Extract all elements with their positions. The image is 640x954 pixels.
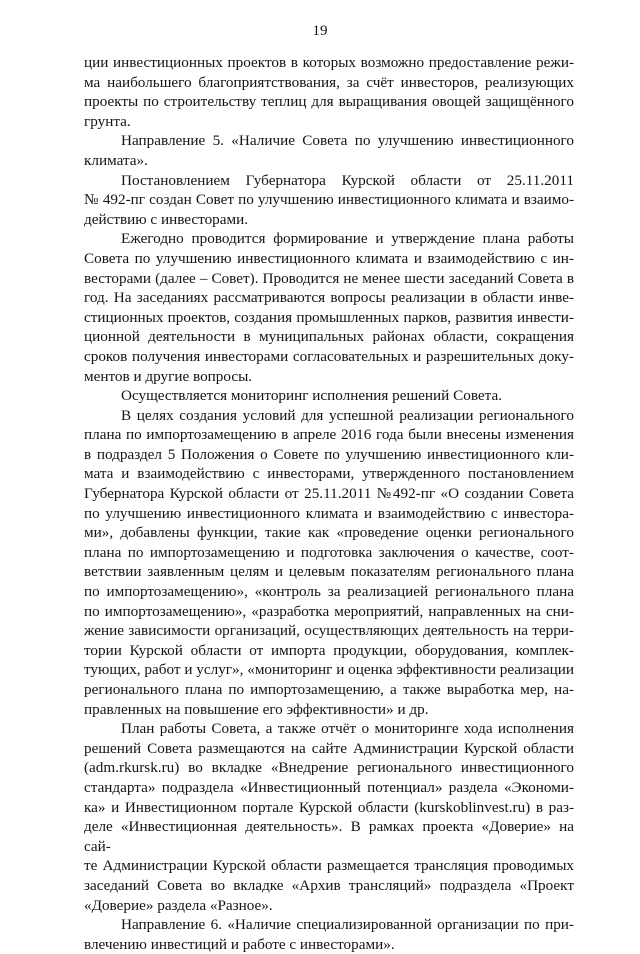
text-line: проекты по строительству теплиц для выращивания овощей защищённого [84, 93, 574, 111]
text-line: климата». [84, 151, 148, 169]
document-body [84, 53, 574, 954]
text-line: правленных на повышение его эффективности» и др. [84, 700, 429, 718]
text-line: тующих, работ и услуг», «мониторинг и оценка эффективности реализации [84, 661, 574, 679]
text-line: плана по импортозамещению в апреле 2016 года были внесены изменения [84, 426, 574, 444]
text-line: ка» и Инвестиционном портале Курской области (kurskoblinvest.ru) в раз- [84, 798, 574, 816]
text-line: Совета по улучшению инвестиционного климата и взаимодействию с ин- [84, 249, 574, 267]
text-line: Осуществляется мониторинг исполнения решений Совета. [121, 387, 503, 405]
text-line: ма наибольшего благоприятствования, за счёт инвесторов, реализующих [84, 73, 574, 91]
text-line: стиционных проектов, создания промышленных парков, развития инвести- [84, 308, 574, 326]
text-line: ми», добавлены функции, такие как «проведение оценки регионального [84, 524, 574, 542]
text-line: тории Курской области от импорта продукции, оборудования, комплек- [84, 641, 574, 659]
text-line: ветствии заявленным целям и целевым показателям регионального плана [84, 563, 574, 581]
text-line: год. На заседаниях рассматриваются вопросы реализации в области инве- [84, 289, 574, 307]
text-line: ции инвестиционных проектов в которых возможно предоставление режи- [84, 54, 574, 71]
text-line: ментов и другие вопросы. [84, 367, 253, 385]
text-line: Губернатора Курской области от 25.11.2011 №492-пг «О создании Совета [84, 485, 574, 503]
text-line: В целях создания условий для успешной реализации регионального [121, 406, 574, 424]
text-line: те Администрации Курской области размещается трансляция проводимых [84, 857, 574, 875]
text-line: по улучшению инвестиционного климата и взаимодействию с инвестора- [84, 504, 574, 522]
text-line: Направление 6. «Наличие специализированной организации по при- [121, 916, 574, 934]
text-line: Направление 5. «Наличие Совета по улучшению инвестиционного [121, 132, 574, 150]
text-line: стандарта» подраздела «Инвестиционный потенциал» раздела «Экономи- [84, 778, 574, 796]
text-line: жение зависимости организаций, осуществляющих деятельность на терри- [84, 622, 574, 640]
text-line: решений Совета размещаются на сайте Администрации Курской области [84, 739, 574, 757]
text-line: действию с инвесторами. [84, 210, 249, 228]
text-line: грунта. [84, 112, 131, 130]
page-number: 19 [312, 23, 328, 39]
text-line: «Доверие» раздела «Разное». [84, 896, 273, 914]
text-line: Ежегодно проводится формирование и утверждение плана работы [121, 230, 574, 248]
text-line: Постановлением Губернатора Курской области от 25.11.2011 [121, 171, 574, 189]
text-line: весторами (далее – Совет). Проводится не менее шести заседаний Совета в [84, 269, 574, 287]
text-line: заседаний Совета во вкладке «Архив трансляций» подраздела «Проект [84, 876, 574, 894]
text-line: деле «Инвестиционная деятельность». В рамках проекта «Доверие» на сай- [84, 818, 574, 855]
text-line: в подраздел 5 Положения о Совете по улучшению инвестиционного кли- [84, 445, 574, 463]
text-line: План работы Совета, а также отчёт о мониторинге хода исполнения [121, 720, 574, 738]
text-line: мата и взаимодействию с инвесторами, утвержденного постановлением [84, 465, 574, 483]
text-line: плана по импортозамещению и подготовка заключения о качестве, соот- [84, 543, 574, 561]
text-line: регионального плана по импортозамещению, а также выработка мер, на- [84, 681, 574, 698]
text-line: ционной деятельности в муниципальных районах области, сокращения [84, 328, 574, 346]
text-line: № 492-пг создан Совет по улучшению инвестиционного климата и взаимо- [84, 191, 574, 209]
text-line: (adm.rkursk.ru) во вкладке «Внедрение регионального инвестиционного [84, 759, 574, 777]
text-line: по импортозамещению», «контроль за реализацией регионального плана [84, 583, 574, 601]
text-line: по импортозамещению», «разработка мероприятий, направленных на сни- [84, 602, 574, 620]
text-line: сроков получения инвесторами согласовательных и разрешительных доку- [84, 347, 574, 365]
text-line: влечению инвестиций и работе с инвесторами». [84, 935, 395, 953]
